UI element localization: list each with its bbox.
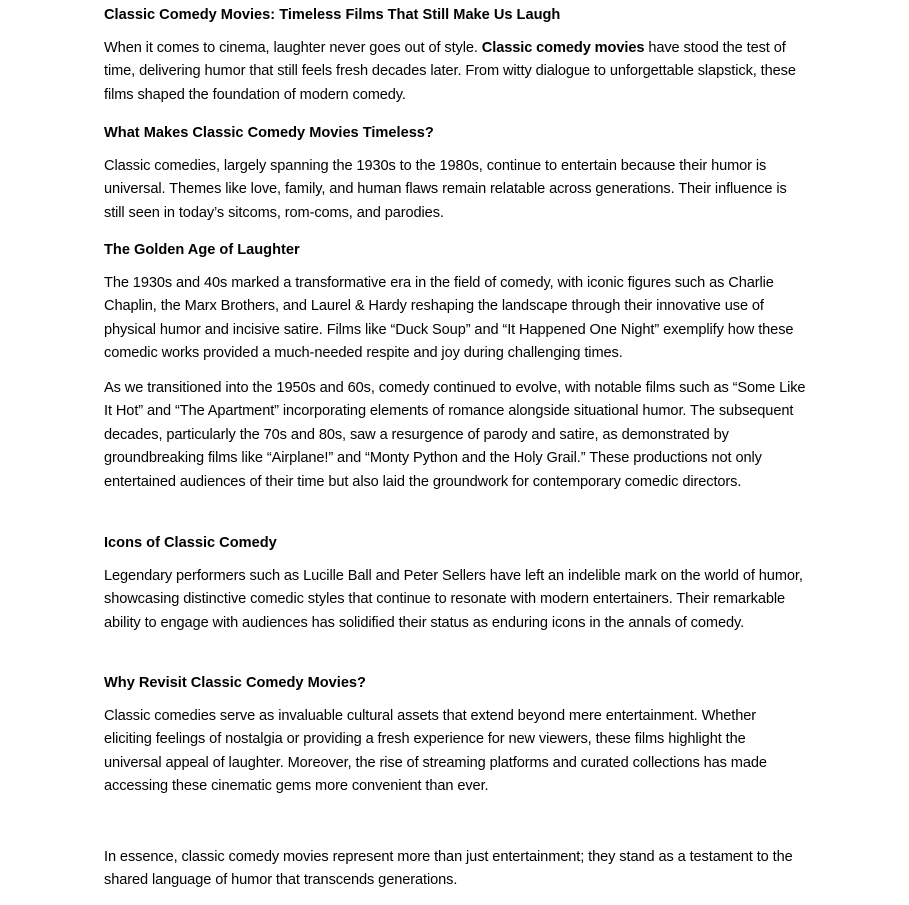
intro-paragraph [104,37,806,107]
heading-golden-age: The Golden Age of Laughter [104,242,300,258]
paragraph-golden-age-2: As we transitioned into the 1950s and 60s, comedy continued to evolve, with notable films such as “Some Like It Hot” and “The Apartment” incorporating elements of romance alongside situational humor. The subsequent decades, particularly the 70s and 80s, saw a resurgence of parody and satire, as demonstrated by groundbreaking films like “Airplane!” and “Monty Python and the Holy Grail.” These productions not only entertained audiences of their time but also laid the groundwork for contemporary comedic directors. [104,380,806,490]
paragraph-revisit: Classic comedies serve as invaluable cultural assets that extend beyond mere entertainment. Whether eliciting feelings of nostalgia or providing a fresh experience for new viewers, these films highlight the universal appeal of laughter. Moreover, the rise of streaming platforms and curated collections has made accessing these cinematic gems more convenient than ever. [104,708,767,795]
heading-timeless: What Makes Classic Comedy Movies Timeless? [104,125,434,141]
intro-keyword: Classic comedy movies [481,40,645,56]
intro-text-end: have stood the test of time, delivering humor that still feels fresh decades later. From witty dialogue to unforgettable slapstick, these films shaped the foundation of modern comedy. [104,40,796,103]
heading-revisit: Why Revisit Classic Comedy Movies? [104,675,366,691]
page-title: Classic Comedy Movies: Timeless Films That Still Make Us Laugh [104,7,561,23]
intro-text-start: When it comes to cinema, laughter never goes out of style. [104,40,482,56]
paragraph-golden-age-1: The 1930s and 40s marked a transformative era in the field of comedy, with iconic figures such as Charlie Chaplin, the Marx Brothers, and Laurel & Hardy reshaping the landscape through their innovative use of physical humor and incisive satire. Films like “Duck Soup” and “It Happened One Night” exemplify how these comedic works provided a much-needed respite and joy during challenging times. [104,275,794,362]
paragraph-conclusion: In essence, classic comedy movies represent more than just entertainment; they stand as a testament to the shared language of humor that transcends generations. [104,849,793,889]
heading-icons: Icons of Classic Comedy [104,535,277,551]
paragraph-timeless: Classic comedies, largely spanning the 1930s to the 1980s, continue to entertain because their humor is universal. Themes like love, family, and human flaws remain relatable across generations. Their influence is still seen in today’s sitcoms, rom-coms, and parodies. [104,158,787,221]
paragraph-icons: Legendary performers such as Lucille Ball and Peter Sellers have left an indelible mark on the world of humor, showcasing distinctive comedic styles that continue to resonate with modern entertainers. Their remarkable ability to engage with audiences has solidified their status as enduring icons in the annals of comedy. [104,568,803,631]
